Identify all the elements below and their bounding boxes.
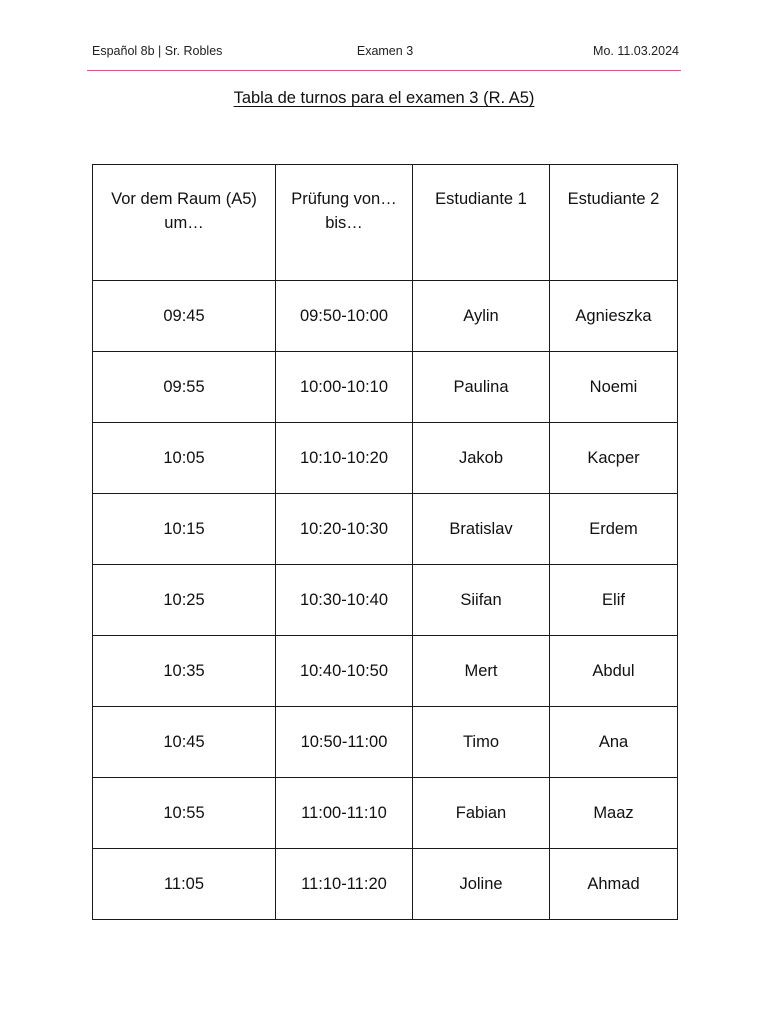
header-waiting-time: Vor dem Raum (A5) um… [93, 165, 276, 281]
student-1-cell: Joline [413, 849, 550, 920]
exam-slot-cell: 11:10-11:20 [276, 849, 413, 920]
table-row [93, 565, 678, 636]
student-2-cell: Elif [550, 565, 678, 636]
table-row [93, 636, 678, 707]
table-row [93, 352, 678, 423]
exam-slot-cell: 10:20-10:30 [276, 494, 413, 565]
table-row [93, 707, 678, 778]
header-student-2: Estudiante 2 [550, 165, 678, 281]
student-2-cell: Ahmad [550, 849, 678, 920]
exam-slot-cell: 10:50-11:00 [276, 707, 413, 778]
waiting-time-cell: 10:15 [93, 494, 276, 565]
student-1-cell: Timo [413, 707, 550, 778]
schedule-table [92, 164, 678, 920]
table-row [93, 778, 678, 849]
document-title: Tabla de turnos para el examen 3 (R. A5) [233, 89, 535, 107]
header-student-1: Estudiante 1 [413, 165, 550, 281]
table-row [93, 281, 678, 352]
waiting-time-cell: 09:55 [93, 352, 276, 423]
exam-slot-cell: 10:40-10:50 [276, 636, 413, 707]
exam-slot-cell: 10:10-10:20 [276, 423, 413, 494]
student-1-cell: Bratislav [413, 494, 550, 565]
student-2-cell: Erdem [550, 494, 678, 565]
student-2-cell: Abdul [550, 636, 678, 707]
waiting-time-cell: 10:05 [93, 423, 276, 494]
student-1-cell: Paulina [413, 352, 550, 423]
header-exam-slot: Prüfung von… bis… [276, 165, 413, 281]
header-divider [87, 70, 681, 71]
student-2-cell: Kacper [550, 423, 678, 494]
table-row [93, 494, 678, 565]
table-row [93, 849, 678, 920]
student-1-cell: Fabian [413, 778, 550, 849]
waiting-time-cell: 11:05 [93, 849, 276, 920]
page-header [89, 44, 681, 62]
waiting-time-cell: 10:45 [93, 707, 276, 778]
exam-slot-cell: 09:50-10:00 [276, 281, 413, 352]
exam-slot-cell: 10:00-10:10 [276, 352, 413, 423]
table-row [93, 423, 678, 494]
student-2-cell: Ana [550, 707, 678, 778]
waiting-time-cell: 09:45 [93, 281, 276, 352]
exam-slot-cell: 10:30-10:40 [276, 565, 413, 636]
waiting-time-cell: 10:35 [93, 636, 276, 707]
waiting-time-cell: 10:55 [93, 778, 276, 849]
exam-slot-cell: 11:00-11:10 [276, 778, 413, 849]
date-label: Mo. 11.03.2024 [593, 44, 679, 58]
exam-label: Examen 3 [356, 44, 414, 58]
student-1-cell: Aylin [413, 281, 550, 352]
student-1-cell: Jakob [413, 423, 550, 494]
waiting-time-cell: 10:25 [93, 565, 276, 636]
student-2-cell: Noemi [550, 352, 678, 423]
student-1-cell: Siifan [413, 565, 550, 636]
student-2-cell: Agnieszka [550, 281, 678, 352]
course-label: Español 8b | Sr. Robles [92, 44, 223, 58]
table-header-row [93, 165, 678, 281]
student-2-cell: Maaz [550, 778, 678, 849]
student-1-cell: Mert [413, 636, 550, 707]
